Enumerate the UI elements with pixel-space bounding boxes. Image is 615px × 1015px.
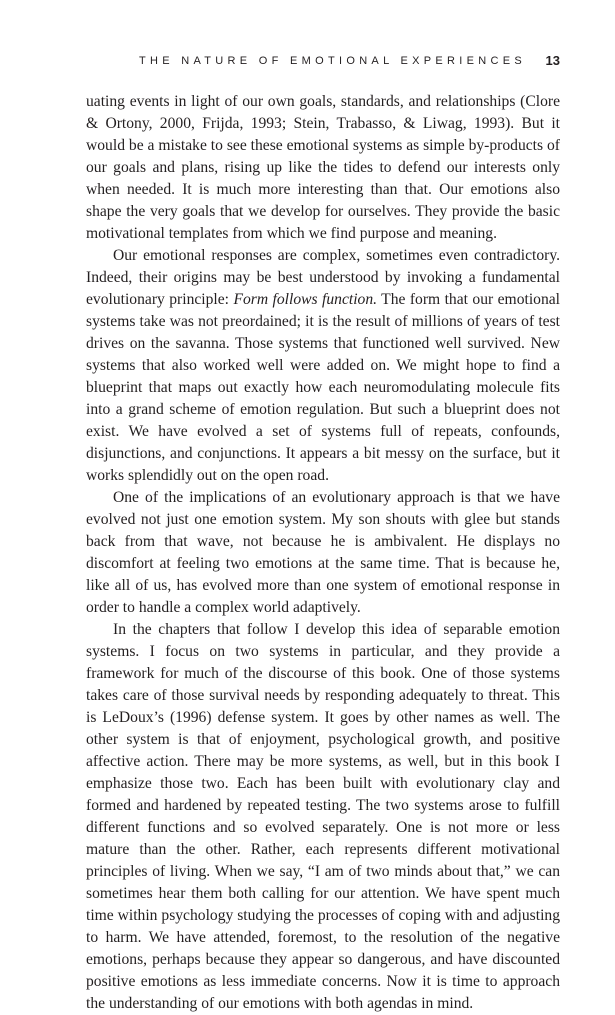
- paragraph-form-follows-function: [86, 245, 560, 487]
- italic-phrase: Form follows function.: [233, 291, 378, 308]
- paragraph-text: Our emotional responses are complex, sometimes even contradictory. Indeed, their origins may be best understood by invoking a fundamental evolutionary principle:: [86, 247, 560, 308]
- paragraph-continued: uating events in light of our own goals, standards, and relationships (Clore & Ortony, 2000, Frijda, 1993; Stein, Trabasso, & Liwag, 1993). But it would be a mistake to see these emotional systems as simple by-products of our goals and plans, rising up like the tides to defend our interests only when needed. It is much more interesting than that. Our emotions also shape the very goals that we develop for ourselves. They provide the basic motivational templates from which we find purpose and meaning.: [86, 93, 560, 242]
- paragraph-evolutionary-approach: One of the implications of an evolutionary approach is that we have evolved not just one emotion system. My son shouts with glee but stands back from that wave, not because he is ambivalent. He displays no discomfort at feeling two emotions at the same time. That is because he, like all of us, has evolved more than one system of emotional response in order to handle a complex world adaptively.: [86, 489, 560, 616]
- paragraph-separable-systems: In the chapters that follow I develop this idea of separable emotion systems. I focus on two systems in particular, and they provide a framework for much of the discourse of this book. One of those systems takes care of those survival needs by responding adequately to threat. This is LeDoux’s (1996) defense system. It goes by other names as well. The other system is that of enjoyment, psychological growth, and positive affective action. There may be more systems, as well, but in this book I emphasize those two. Each has been built with evolutionary clay and formed and hardened by repeated testing. The two systems arose to fulfill different functions and so evolved separately. One is not more or less mature than the other. Rather, each represents different motivational principles of living. When we say, “I am of two minds about that,” we can sometimes hear them both calling for our attention. We have spent much time within psychology studying the processes of coping with and adjusting to harm. We have attended, foremost, to the resolution of the negative emotions, perhaps because they appear so dangerous, and have discounted positive emotions as less immediate concerns. Now it is time to approach the understanding of our emotions with both agendas in mind.: [86, 621, 560, 1012]
- page-number: 13: [545, 53, 560, 68]
- running-head-title: THE NATURE OF EMOTIONAL EXPERIENCES: [138, 55, 526, 67]
- running-head: [86, 53, 560, 73]
- body-text: [86, 91, 560, 1015]
- paragraph-text: The form that our emotional systems take was not preordained; it is the result of millions of years of test drives on the savanna. Those systems that functioned well survived. New systems that also worked well were added on. We might hope to find a blueprint that maps out exactly how each neuromodulating molecule fits into a grand scheme of emotion regulation. But such a blueprint does not exist. We have evolved a set of systems full of repeats, confounds, disjunctions, and conjunctions. It appears a bit messy on the surface, but it works splendidly out on the open road.: [86, 291, 560, 484]
